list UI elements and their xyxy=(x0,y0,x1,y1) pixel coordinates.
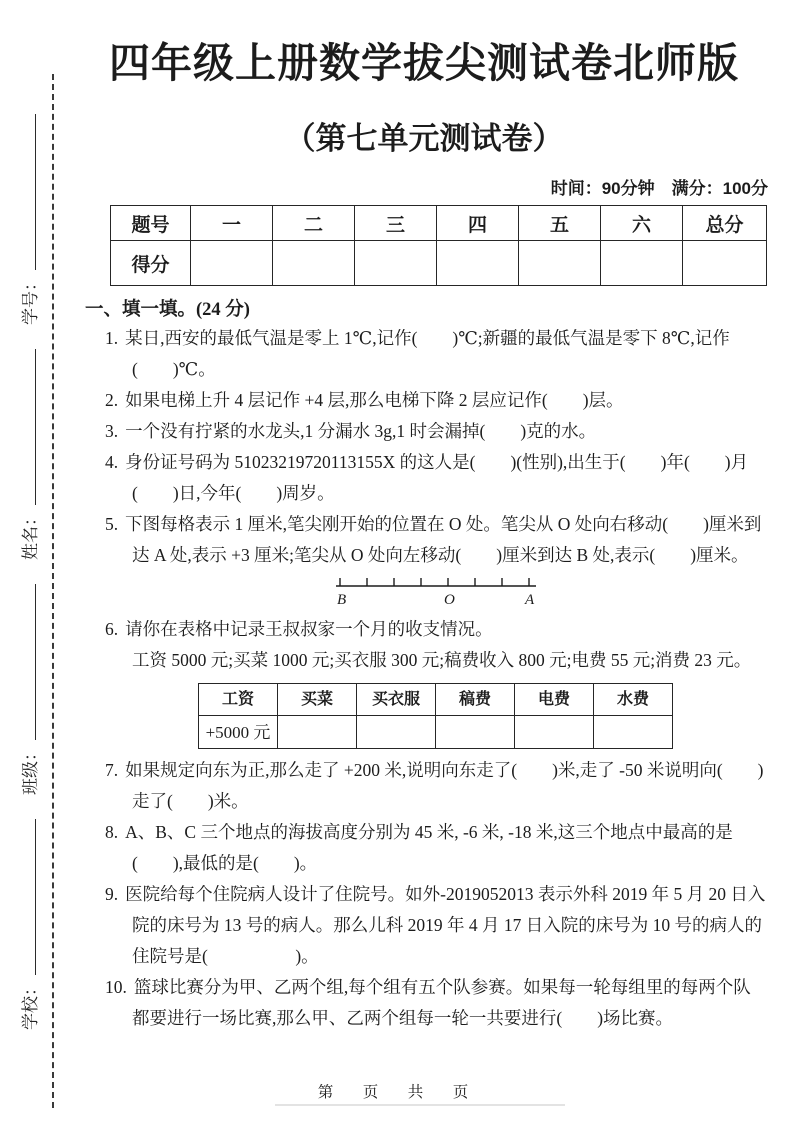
question-text: 如果电梯上升 4 层记作 +4 层,那么电梯下降 2 层应记作( )层。 xyxy=(125,390,624,410)
point-o-label: O xyxy=(443,592,455,608)
question-text: 下图每格表示 1 厘米,笔尖刚开始的位置在 O 处。笔尖从 O 处向右移动( )厘米到达 A 处,表示 +3 厘米;笔尖从 O 处向左移动( )厘米到达 B 处,表示( )厘米。 xyxy=(125,514,762,565)
student-id-blank-line xyxy=(22,114,36,270)
page-footer: 第 页 共 页 xyxy=(317,1084,476,1101)
score-header-cell: 二 xyxy=(273,206,355,241)
expense-value-cell xyxy=(357,716,436,749)
student-name-field xyxy=(16,325,38,560)
number-line-diagram xyxy=(322,574,552,612)
question-text: 医院给每个住院病人设计了住院号。如外-2019052013 表示外科 2019 年 5 月 20 日入院的床号为 13 号的病人。那么儿科 2019 年 4 月 17 日入院的床号为 10 号的病人的住院号是( )。 xyxy=(125,884,766,966)
point-a-label: A xyxy=(524,592,534,608)
class-label: 班级： xyxy=(21,744,40,795)
score-summary-table xyxy=(110,205,767,286)
score-header-cell: 六 xyxy=(601,206,683,241)
question-number: 2. xyxy=(105,390,119,410)
question-number: 9. xyxy=(105,884,119,904)
question-7 xyxy=(105,755,768,817)
question-text: 身份证号码为 51023219720113155X 的这人是( )(性别),出生于( )年( )月( )日,今年( )周岁。 xyxy=(125,452,749,503)
score-empty-cell xyxy=(273,241,355,286)
expense-value-cell xyxy=(594,716,673,749)
question-number: 8. xyxy=(105,822,119,842)
question-text: 一个没有拧紧的水龙头,1 分漏水 3g,1 时会漏掉( )克的水。 xyxy=(125,421,597,441)
expense-value-cell: +5000 元 xyxy=(199,716,278,749)
scan-artifact-line xyxy=(275,1104,565,1106)
question-2 xyxy=(105,385,768,416)
class-field xyxy=(16,560,38,795)
question-text: 篮球比赛分为甲、乙两个组,每个组有五个队参赛。如果每一轮每组里的每两个队都要进行一场比赛,那么甲、乙两个组每一轮一共要进行( )场比赛。 xyxy=(132,977,751,1028)
section-1-heading: 一、填一填。(24 分) xyxy=(85,300,250,320)
expense-header-cell: 买衣服 xyxy=(357,684,436,716)
score-table-score-row xyxy=(111,241,767,286)
time-score-info: 时间：90分钟 满分：100分 xyxy=(550,179,768,198)
score-header-cell: 总分 xyxy=(683,206,767,241)
question-number: 3. xyxy=(105,421,119,441)
score-empty-cell xyxy=(519,241,601,286)
student-name-label: 姓名： xyxy=(21,509,40,560)
school-field xyxy=(16,795,38,1030)
student-id-label: 学号： xyxy=(21,274,40,325)
question-text: A、B、C 三个地点的海拔高度分别为 45 米, -6 米, -18 米,这三个地点中最高的是( ),最低的是( )。 xyxy=(125,822,733,873)
school-blank-line xyxy=(22,819,36,975)
point-b-label: B xyxy=(336,592,346,608)
question-text: 请你在表格中记录王叔叔家一个月的收支情况。 xyxy=(125,619,493,639)
expense-header-cell: 电费 xyxy=(515,684,594,716)
score-empty-cell xyxy=(601,241,683,286)
expense-value-cell xyxy=(436,716,515,749)
question-number: 10. xyxy=(105,977,127,997)
question-3 xyxy=(105,416,768,447)
score-header-cell: 一 xyxy=(191,206,273,241)
expense-header-cell: 工资 xyxy=(199,684,278,716)
expense-table-value-row xyxy=(199,716,673,749)
question-number: 5. xyxy=(105,514,119,534)
score-header-cell: 五 xyxy=(519,206,601,241)
score-empty-cell xyxy=(355,241,437,286)
question-number: 4. xyxy=(105,452,119,472)
score-table-header-row xyxy=(111,206,767,241)
question-9 xyxy=(105,879,768,972)
student-name-blank-line xyxy=(22,349,36,505)
page-title: 四年级上册数学拔尖测试卷北师版 xyxy=(109,40,739,86)
expense-header-cell: 稿费 xyxy=(436,684,515,716)
school-label: 学校： xyxy=(21,979,40,1030)
score-header-cell: 题号 xyxy=(111,206,191,241)
expense-value-cell xyxy=(278,716,357,749)
question-number: 7. xyxy=(105,760,119,780)
question-number: 1. xyxy=(105,328,119,348)
score-header-cell: 三 xyxy=(355,206,437,241)
question-6 xyxy=(105,614,768,645)
score-empty-cell xyxy=(437,241,519,286)
score-row-label: 得分 xyxy=(111,241,191,286)
income-expense-table xyxy=(198,683,673,749)
question-text: 某日,西安的最低气温是零上 1℃,记作( )℃;新疆的最低气温是零下 8℃,记作( )℃。 xyxy=(125,328,730,379)
score-empty-cell xyxy=(683,241,767,286)
expense-header-cell: 买菜 xyxy=(278,684,357,716)
question-10 xyxy=(105,972,768,1034)
question-text: 如果规定向东为正,那么走了 +200 米,说明向东走了( )米,走了 -50 米说明向( )走了( )米。 xyxy=(125,760,764,811)
expense-header-cell: 水费 xyxy=(594,684,673,716)
question-6-amounts: 工资 5000 元;买菜 1000 元;买衣服 300 元;稿费收入 800 元;电费 55 元;消费 23 元。 xyxy=(132,650,752,670)
score-empty-cell xyxy=(191,241,273,286)
expense-table-header-row xyxy=(199,684,673,716)
question-number: 6. xyxy=(105,619,119,639)
question-5 xyxy=(105,509,768,571)
number-line-ticks xyxy=(340,578,529,586)
student-id-field xyxy=(16,90,38,325)
main-content xyxy=(72,0,776,1034)
question-1 xyxy=(105,323,768,385)
expense-value-cell xyxy=(515,716,594,749)
class-blank-line xyxy=(22,584,36,740)
margin-dashed-cut-line xyxy=(52,74,54,1108)
page-subtitle: （第七单元测试卷） xyxy=(284,121,564,156)
question-8 xyxy=(105,817,768,879)
questions-list xyxy=(105,323,768,1034)
score-header-cell: 四 xyxy=(437,206,519,241)
question-4 xyxy=(105,447,768,509)
